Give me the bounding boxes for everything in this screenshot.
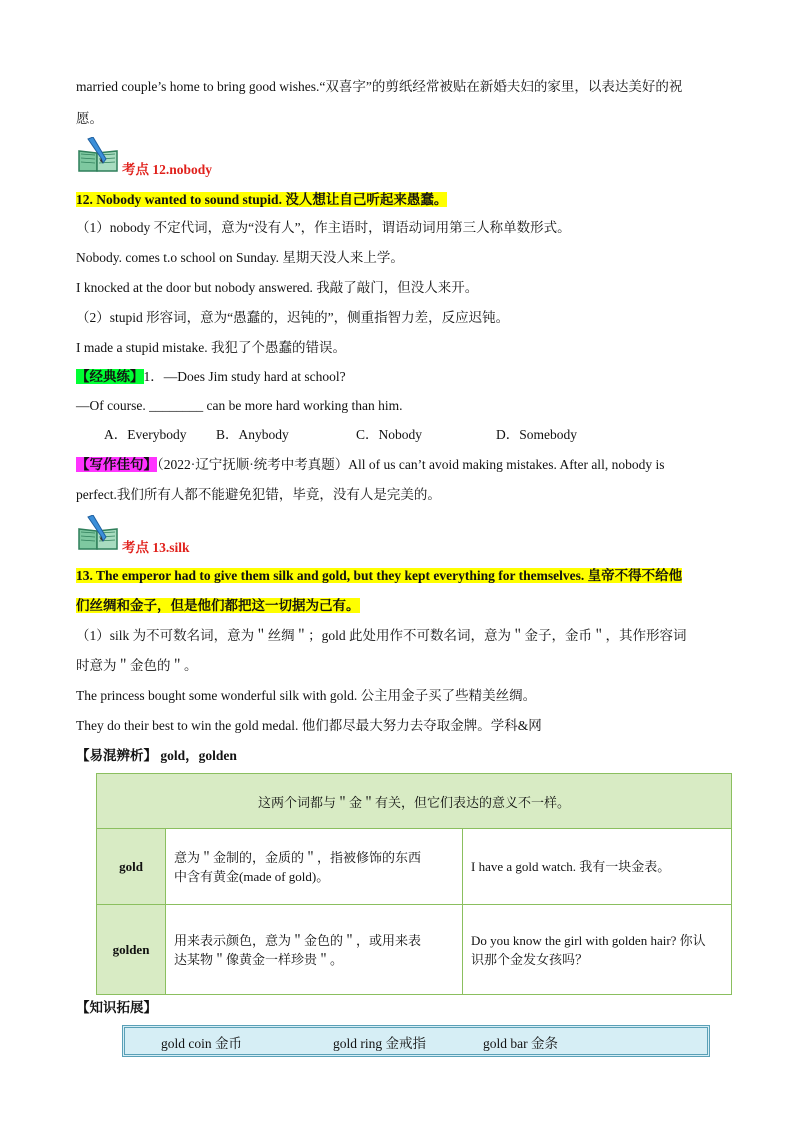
table-word-cell: golden [97, 905, 166, 995]
table-example-cell: Do you know the girl with golden hair? 你认 识那个金发女孩吗？ [463, 905, 732, 995]
example-sentence: I made a stupid mistake. 我犯了个愚蠢的错误。 [76, 340, 346, 355]
example-sentence: Nobody. comes t.o school on Sunday. 星期天没人来上学。 [76, 250, 404, 265]
note-line-cont: 时意为＂金色的＂。 [76, 658, 198, 673]
section-heading: 考点 12.nobody [122, 162, 213, 177]
table-meaning-cell: 用来表示颜色，意为＂金色的＂，或用来表 达某物＂像黄金一样珍贵＂。 [166, 905, 463, 995]
section-title: 13. The emperor had to give them silk and gold, but they kept everything for themselves. 皇帝不得不给他 [76, 568, 683, 583]
book-pencil-icon [76, 137, 120, 173]
writing-sentence-cont: perfect.我们所有人都不能避免犯错，毕竟，没有人是完美的。 [76, 487, 441, 502]
writing-text: （2022·辽宁抚顺·统考中考真题）All of us can’t avoid making mistakes. After all, nobody is [157, 457, 665, 472]
paragraph-line: 愿。 [76, 111, 103, 126]
option-a[interactable]: A．Everybody [104, 427, 187, 442]
extension-box [122, 1025, 710, 1057]
table-header-cell: 这两个词都与＂金＂有关，但它们表达的意义不一样。 [97, 774, 732, 829]
example-sentence: The princess bought some wonderful silk with gold. 公主用金子买了些精美丝绸。 [76, 688, 537, 703]
example-sentence: They do their best to win the gold medal. 他们都尽最大努力去夺取金牌。学科&网 [76, 718, 542, 733]
table-meaning-cell: 意为＂金制的，金质的＂，指被修饰的东西 中含有黄金(made of gold)。 [166, 829, 463, 905]
paragraph-line: married couple’s home to bring good wishes.“双喜字”的剪纸经常被贴在新婚夫妇的家里，以表达美好的祝 [76, 79, 683, 94]
table-word-cell: gold [97, 829, 166, 905]
extension-label: 【知识拓展】 [76, 1000, 157, 1015]
writing-tag: 【写作佳句】 [76, 457, 157, 472]
extension-item: gold bar 金条 [483, 1036, 558, 1051]
table-row [97, 829, 732, 905]
note-line: （1）nobody 不定代词，意为“没有人”，作主语时，谓语动词用第三人称单数形式。 [76, 220, 571, 235]
comparison-table [96, 773, 732, 995]
practice-tag: 【经典练】 [76, 369, 144, 384]
practice-question-text: 1．—Does Jim study hard at school? [143, 369, 346, 384]
option-d[interactable]: D．Somebody [496, 427, 577, 442]
table-example-cell: I have a gold watch. 我有一块金表。 [463, 829, 732, 905]
section-title: 12. Nobody wanted to sound stupid. 没人想让自己听起来愚蠢。 [76, 192, 448, 207]
confusion-label: 【易混辨析】 gold，golden [76, 748, 237, 763]
example-sentence: I knocked at the door but nobody answered. 我敲了敲门，但没人来开。 [76, 280, 479, 295]
practice-blank-line: —Of course. ________ can be more hard working than him. [76, 398, 403, 413]
writing-sentence [76, 455, 724, 475]
note-line: （2）stupid 形容词，意为“愚蠢的，迟钝的”，侧重指智力差，反应迟钝。 [76, 310, 510, 325]
extension-item: gold ring 金戒指 [333, 1036, 426, 1051]
book-pencil-icon [76, 515, 120, 551]
option-b[interactable]: B．Anybody [216, 427, 289, 442]
table-header-row [97, 774, 732, 829]
practice-question [76, 367, 724, 387]
table-row [97, 905, 732, 995]
section-title-cont: 们丝绸和金子，但是他们都把这一切据为己有。 [76, 598, 360, 613]
section-heading: 考点 13.silk [122, 540, 190, 555]
extension-item: gold coin 金币 [161, 1036, 242, 1051]
option-c[interactable]: C．Nobody [356, 427, 423, 442]
note-line: （1）silk 为不可数名词，意为＂丝绸＂；gold 此处用作不可数名词，意为＂金子，金币＂，其作形容词 [76, 628, 687, 643]
